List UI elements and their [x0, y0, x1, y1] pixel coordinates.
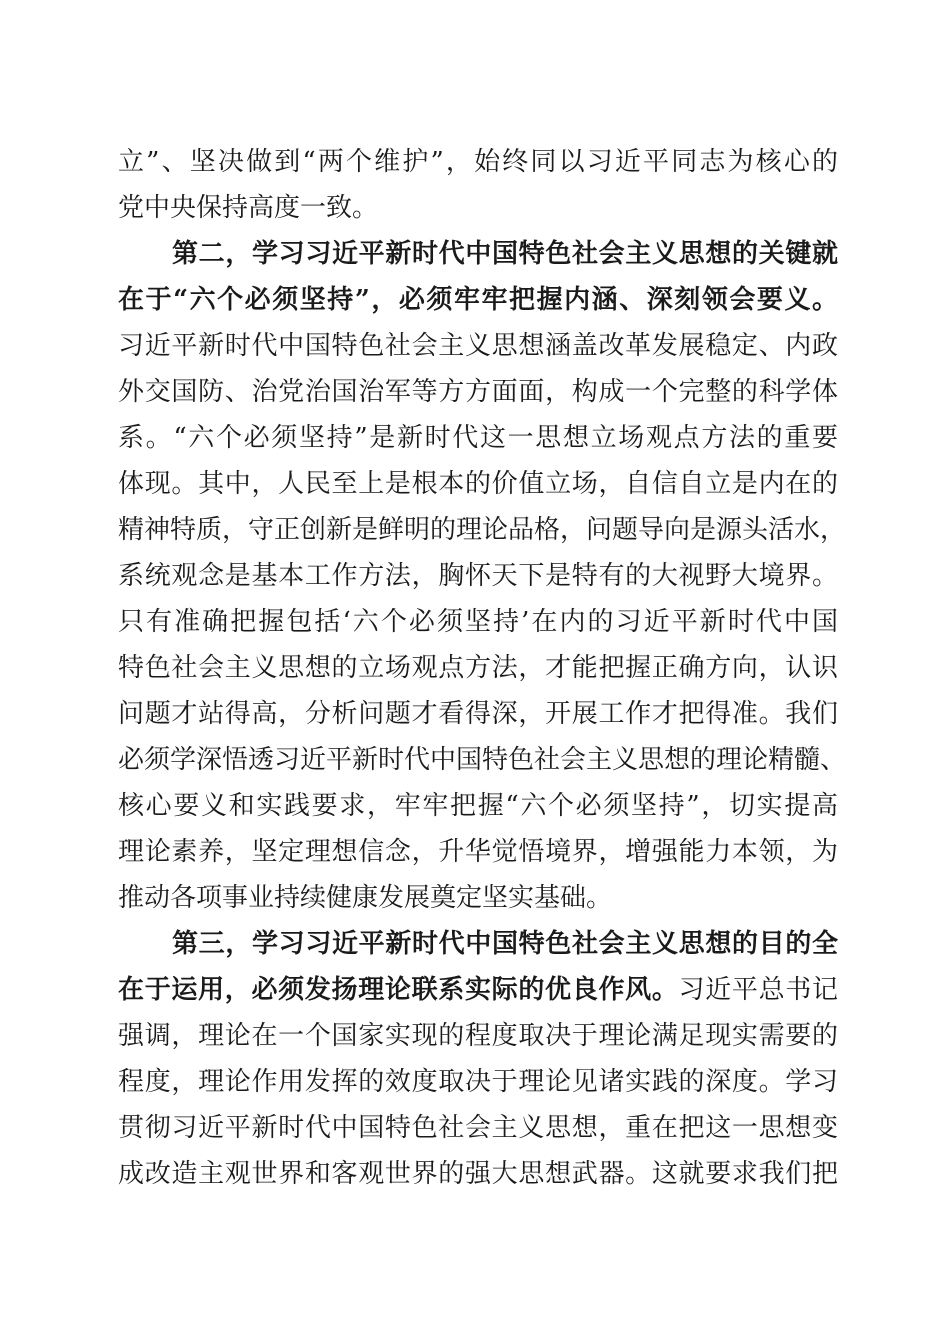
text-line-13: 问题才站得高，分析问题才看得深，开展工作才把得准。我们	[118, 699, 838, 729]
heading-line-second-1: 第二，学习习近平新时代中国特色社会主义思想的关键就	[172, 239, 838, 269]
heading-line-third-2	[118, 968, 838, 1012]
text-line-22: 贯彻习近平新时代中国特色社会主义思想，重在把这一思想变	[118, 1113, 838, 1143]
text-line-14: 必须学深悟透习近平新时代中国特色社会主义思想的理论精髓、	[118, 745, 847, 775]
text-line-9: 精神特质，守正创新是鲜明的理论品格，问题导向是源头活水，	[118, 515, 847, 545]
text-line-20: 强调，理论在一个国家实现的程度取决于理论满足现实需要的	[118, 1021, 838, 1051]
heading-third-rest-part: 习近平总书记	[678, 975, 838, 1005]
text-line-16: 理论素养，坚定理想信念，升华觉悟境界，增强能力本领，为	[118, 837, 838, 867]
text-line-1: 立”、坚决做到“两个维护”，始终同以习近平同志为核心的	[118, 147, 838, 177]
text-line-15: 核心要义和实践要求，牢牢把握“六个必须坚持”，切实提高	[118, 791, 838, 821]
heading-third-bold-part: 在于运用，必须发扬理论联系实际的优良作风。	[118, 975, 679, 1005]
text-line-17: 推动各项事业持续健康发展奠定坚实基础。	[118, 883, 613, 913]
text-line-21: 程度，理论作用发挥的效度取决于理论见诸实践的深度。学习	[118, 1067, 838, 1097]
text-line-8: 体现。其中，人民至上是根本的价值立场，自信自立是内在的	[118, 469, 838, 499]
text-line-5: 习近平新时代中国特色社会主义思想涵盖改革发展稳定、内政	[118, 331, 838, 361]
text-line-12: 特色社会主义思想的立场观点方法，才能把握正确方向，认识	[118, 653, 838, 683]
text-line-6: 外交国防、治党治国治军等方方面面，构成一个完整的科学体	[118, 377, 838, 407]
text-line-23: 成改造主观世界和客观世界的强大思想武器。这就要求我们把	[118, 1159, 838, 1189]
text-line-10: 系统观念是基本工作方法，胸怀天下是特有的大视野大境界。	[118, 561, 838, 591]
heading-line-third-1: 第三，学习习近平新时代中国特色社会主义思想的目的全	[172, 929, 838, 959]
heading-line-second-2: 在于“六个必须坚持”，必须牢牢把握内涵、深刻领会要义。	[118, 285, 838, 315]
text-line-7: 系。“六个必须坚持”是新时代这一思想立场观点方法的重要	[118, 423, 838, 453]
text-line-2: 党中央保持高度一致。	[118, 193, 379, 223]
text-line-11: 只有准确把握包括‘六个必须坚持’在内的习近平新时代中国	[118, 607, 838, 637]
